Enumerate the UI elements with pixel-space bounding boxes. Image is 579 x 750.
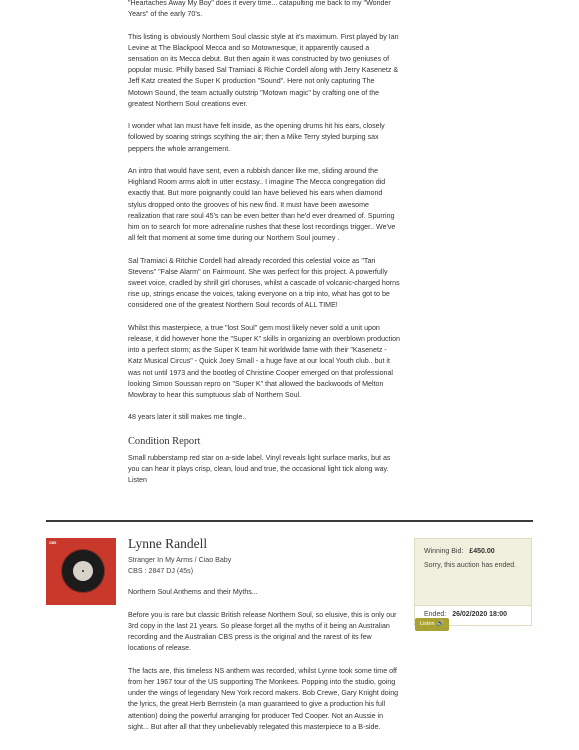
catalog-number: CBS : 2847 DJ (45s) [128, 567, 194, 576]
description-paragraph: 48 years later it still makes me tingle.. [128, 413, 247, 422]
lot-description [128, 0, 400, 497]
speaker-icon: 🔊 [436, 621, 445, 627]
winning-bid-row [424, 548, 495, 555]
ended-label: Ended: [424, 611, 447, 618]
lot-details [128, 536, 400, 744]
description-paragraph: This listing is obviously Northern Soul classic style at it's maximum. First played by Ian Levine at The Blackpool Mecca and so Motownesque, it apparently caused a sensation on its Mecca debut. But then again it was constructed by two geniuses of popular music. Philly based Sal Tramiaci & Richie Cordell along with Jerry Kasenetz & Jeff Katz created the Super K production "Sound". Here not only capturing The Motown Sound, the team actually outstrip "Motown magic" by crafting one of the greatest Northern Soul creations ever. [128, 32, 399, 108]
lot-paragraph: The facts are, this timeless NS anthem was recorded, whilst Lynne took some time off from her 1967 tour of the US supporting The Monkees. Popping into the studio, going under the wings of legendary New York record makers. Bob Crewe, Gary Knight doing the lyrics, the great Herb Bernstein (a man guaranteed to give a production his full attention) doing the powerful arranging for producer Ted Cooper. Not an Aussie in sight... But after all that they unbelievably relegated this masterpiece to a B-side. [128, 666, 399, 731]
condition-report-text: Small rubberstamp red star on a-side label. Vinyl reveals light surface marks, but as you can hear it plays crisp, clean, loud and true, the occasional light tick along way. Listen [128, 453, 391, 485]
lot-meta [128, 555, 400, 577]
record-spindle-hole [82, 570, 84, 572]
listen-button[interactable] [415, 618, 449, 631]
listen-label: Listen [419, 621, 435, 627]
record-thumbnail[interactable] [46, 538, 116, 605]
description-paragraph: An intro that would have sent, even a rubbish dancer like me, sliding around the Highland Room arms aloft in utter ecstasy.. I imagine The Mecca congregation did exactly that. But more poignantly could Ian have believed his ears when diamond stylus dropped onto the grooves of his new find. It must have been awesome realization that rare soul 45's can be even better than he'd ever dreamed of. Spurring him on to search for more adrenaline rushes that these lost recordings trigger.. We've all felt that moment at some time during our Northern Soul journey . [128, 167, 396, 243]
lot-tagline: Northern Soul Anthems and their Myths... [128, 588, 258, 597]
record-label [73, 561, 93, 581]
condition-report-heading: Condition Report [128, 435, 201, 447]
track-titles: Stranger In My Arms / Ciao Baby [128, 556, 232, 564]
cbs-logo: CBS [49, 541, 57, 545]
winning-bid-amount: £450.00 [469, 548, 495, 555]
ended-row [424, 611, 507, 618]
description-paragraph: Whilst this masterpiece, a true "lost Soul" gem most likely never sold a unit upon release, it did however hone the "Super K" skills in organizing an overblown production into a perfect storm; as the Super K team hit worldwide fame with their "Kasenetz - Katz Musical Circus" - Quick Joey Small - a huge fave at our local Youth club.. but it was not until 1973 and the bootleg of Christine Cooper emerged on that professional looking Simon Soussan repro on "Super K" that allowed the backwoods of Melton Mowbray to hear this sumptuous slab of Northern Soul. [128, 323, 400, 400]
lot-listing [0, 522, 579, 750]
description-paragraph: Sal Tramiaci & Ritchie Cordell had already recorded this celestial voice as "Tari Stevens" "False Alarm" on Fairmount. She was perfect for this project. A powerfully sweet voice, cradled by shrill girl choruses, whilst a cascade of volcanic-charged horns rise up, strings encase the voices, taking everyone on a trip into, what has got to be considered one of the greatest Northern Soul records of ALL TIME! [128, 256, 400, 310]
auction-status-text: Sorry, this auction has ended. [424, 562, 517, 569]
vinyl-record-icon [62, 550, 104, 592]
description-paragraph: I wonder what Ian must have felt inside, as the opening drums hit his ears, closely followed by soaring strings scything the air; then a Mike Terry styled burping sax peppers the whole arrangement. [128, 122, 385, 153]
ended-date: 26/02/2020 18:00 [452, 611, 508, 618]
artist-name[interactable]: Lynne Randell [128, 536, 208, 551]
winning-bid-label: Winning Bid: [424, 548, 464, 555]
lot-paragraph: Before you is rare but classic British release Northern Soul, so elusive, this is only our 3rd copy in the last 21 years. So please forget all the myths of it being an Australian recording and the Australian CBS press is the original and the rarest of its few locations of release. [128, 610, 397, 653]
description-paragraph: "Heartaches Away My Boy" does it every time... catapulting me back to my "Wonder Years" of the early 70's. [128, 0, 391, 19]
winning-bid-panel [414, 538, 532, 606]
auction-status [424, 562, 516, 569]
